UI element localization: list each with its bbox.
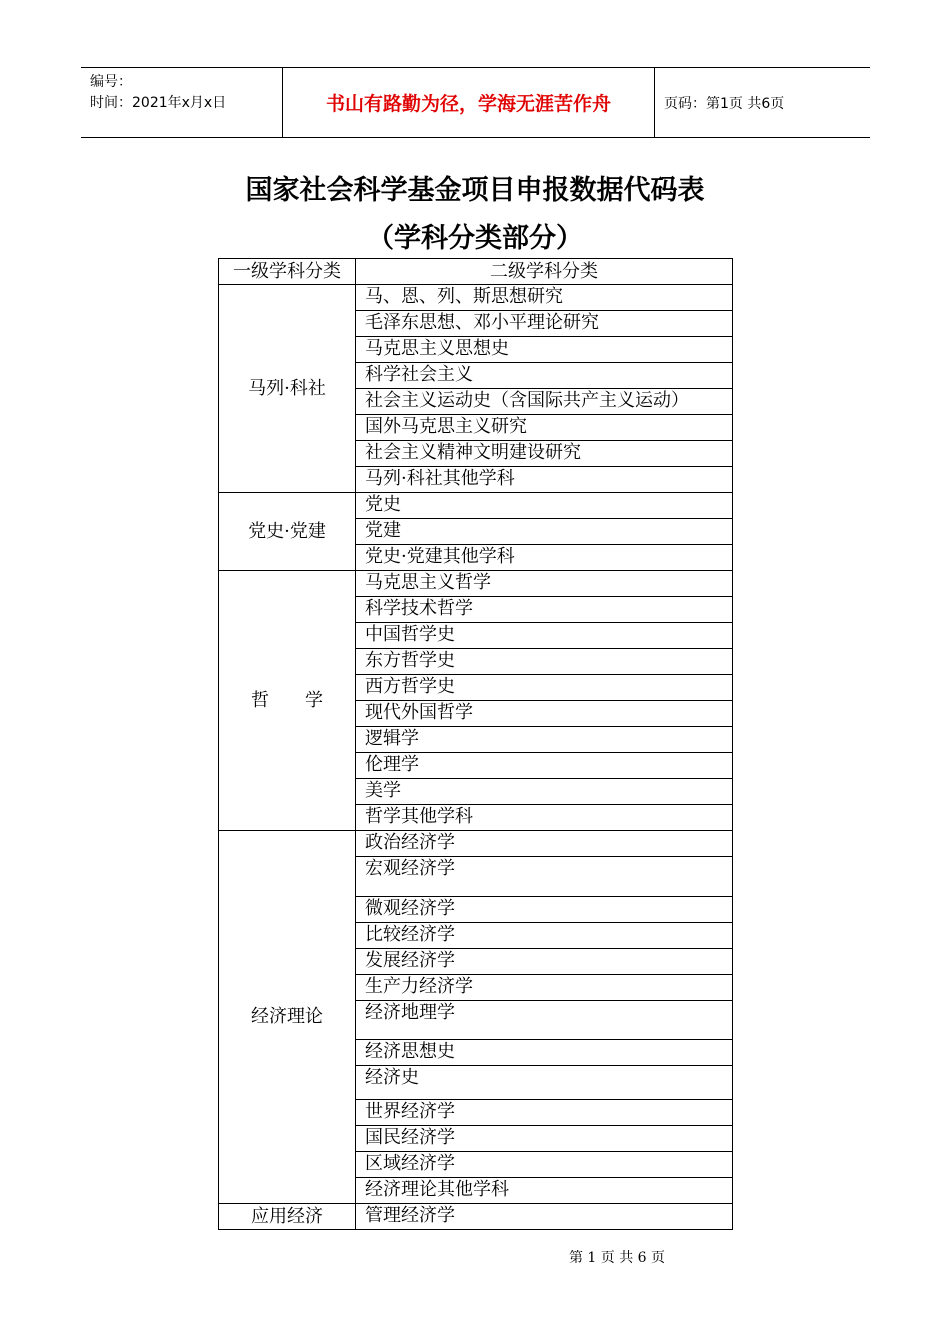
document-subtitle: （学科分类部分） bbox=[367, 223, 583, 254]
table-body bbox=[219, 285, 733, 1230]
secondary-category-cell: 党建 bbox=[356, 519, 733, 545]
secondary-category-cell: 马克思主义哲学 bbox=[356, 571, 733, 597]
table-row bbox=[219, 493, 733, 519]
secondary-category-cell: 管理经济学 bbox=[356, 1204, 733, 1230]
secondary-category-cell: 美学 bbox=[356, 779, 733, 805]
page-footer: 第 1 页 共 6 页 bbox=[568, 1250, 666, 1266]
secondary-category-cell: 区域经济学 bbox=[356, 1152, 733, 1178]
secondary-category-cell: 逻辑学 bbox=[356, 727, 733, 753]
secondary-category-cell: 世界经济学 bbox=[356, 1100, 733, 1126]
header-secondary-category: 二级学科分类 bbox=[356, 259, 733, 285]
primary-category-cell: 马列·科社 bbox=[219, 285, 356, 493]
secondary-category-cell: 科学社会主义 bbox=[356, 363, 733, 389]
secondary-category-cell: 经济地理学 bbox=[356, 1001, 733, 1040]
secondary-category-cell: 经济史 bbox=[356, 1066, 733, 1100]
secondary-category-cell: 比较经济学 bbox=[356, 923, 733, 949]
number-label: 编号： bbox=[90, 74, 132, 90]
time-label: 时间：2021年x月x日 bbox=[90, 95, 227, 111]
table-row bbox=[219, 1204, 733, 1230]
secondary-category-cell: 社会主义运动史（含国际共产主义运动） bbox=[356, 389, 733, 415]
secondary-category-cell: 发展经济学 bbox=[356, 949, 733, 975]
secondary-category-cell: 国民经济学 bbox=[356, 1126, 733, 1152]
secondary-category-cell: 党史·党建其他学科 bbox=[356, 545, 733, 571]
primary-category-cell: 党史·党建 bbox=[219, 493, 356, 571]
table-row bbox=[219, 285, 733, 311]
primary-category-cell: 经济理论 bbox=[219, 831, 356, 1204]
page-header bbox=[81, 67, 870, 138]
secondary-category-cell: 党史 bbox=[356, 493, 733, 519]
secondary-category-cell: 现代外国哲学 bbox=[356, 701, 733, 727]
secondary-category-cell: 伦理学 bbox=[356, 753, 733, 779]
header-motto: 书山有路勤为径，学海无涯苦作舟 bbox=[283, 68, 655, 137]
secondary-category-cell: 经济理论其他学科 bbox=[356, 1178, 733, 1204]
secondary-category-cell: 哲学其他学科 bbox=[356, 805, 733, 831]
secondary-category-cell: 马列·科社其他学科 bbox=[356, 467, 733, 493]
secondary-category-cell: 科学技术哲学 bbox=[356, 597, 733, 623]
secondary-category-cell: 东方哲学史 bbox=[356, 649, 733, 675]
secondary-category-cell: 社会主义精神文明建设研究 bbox=[356, 441, 733, 467]
primary-category-cell: 哲 学 bbox=[219, 571, 356, 831]
header-primary-category: 一级学科分类 bbox=[219, 259, 356, 285]
secondary-category-cell: 西方哲学史 bbox=[356, 675, 733, 701]
secondary-category-cell: 毛泽东思想、邓小平理论研究 bbox=[356, 311, 733, 337]
header-info-cell bbox=[81, 68, 283, 137]
secondary-category-cell: 马克思主义思想史 bbox=[356, 337, 733, 363]
secondary-category-cell: 中国哲学史 bbox=[356, 623, 733, 649]
header-page-info: 页码：第1页 共6页 bbox=[664, 95, 785, 112]
table-header-row bbox=[219, 259, 733, 285]
document-title: 国家社会科学基金项目申报数据代码表 bbox=[245, 175, 705, 206]
secondary-category-cell: 生产力经济学 bbox=[356, 975, 733, 1001]
subject-code-table bbox=[218, 258, 733, 1230]
secondary-category-cell: 经济思想史 bbox=[356, 1040, 733, 1066]
secondary-category-cell: 政治经济学 bbox=[356, 831, 733, 857]
secondary-category-cell: 微观经济学 bbox=[356, 897, 733, 923]
secondary-category-cell: 国外马克思主义研究 bbox=[356, 415, 733, 441]
primary-category-cell: 应用经济 bbox=[219, 1204, 356, 1230]
secondary-category-cell: 宏观经济学 bbox=[356, 857, 733, 897]
table-row bbox=[219, 831, 733, 857]
table-row bbox=[219, 571, 733, 597]
secondary-category-cell: 马、恩、列、斯思想研究 bbox=[356, 285, 733, 311]
